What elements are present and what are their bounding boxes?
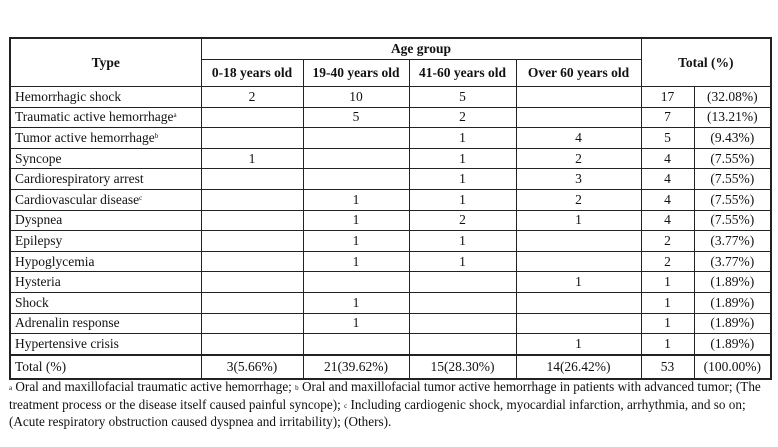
age-count: [516, 251, 641, 272]
age-count: [201, 107, 303, 128]
age-count: [516, 231, 641, 252]
type-label: Adrenalin response: [15, 315, 120, 331]
data-table: [9, 37, 772, 380]
footnote-mark: b: [154, 131, 159, 140]
age-count: 1: [409, 251, 516, 272]
age-count: 1: [516, 334, 641, 355]
table-row: [10, 272, 771, 293]
total-percent: (7.55%): [694, 210, 771, 231]
age-count: 1: [409, 189, 516, 210]
total-count: 1: [641, 272, 694, 293]
age-total: 21(39.62%): [303, 355, 409, 379]
total-count: 53: [641, 355, 694, 379]
age-count: 3: [516, 169, 641, 190]
header-type: Type: [10, 38, 201, 87]
age-count: [201, 210, 303, 231]
type-label: Hemorrhagic shock: [15, 88, 122, 104]
table-row: [10, 210, 771, 231]
age-count: 10: [303, 87, 409, 108]
age-count: 1: [201, 148, 303, 169]
age-count: [201, 128, 303, 149]
total-count: 17: [641, 87, 694, 108]
age-count: [303, 148, 409, 169]
age-count: 2: [516, 148, 641, 169]
total-percent: (100.00%): [694, 355, 771, 379]
table-row: [10, 231, 771, 252]
total-count: 7: [641, 107, 694, 128]
row-type: [10, 169, 201, 190]
total-percent: (7.55%): [694, 148, 771, 169]
age-count: 1: [409, 169, 516, 190]
footnote-mark: a: [173, 111, 177, 120]
footnote-b: Oral and maxillofacial tumor active hemorrhage in patients with advanced tumor; (The treatment process or the disease itself caused painful syncope);: [9, 379, 761, 412]
age-count: [409, 272, 516, 293]
total-percent: (1.89%): [694, 334, 771, 355]
row-type: [10, 107, 201, 128]
age-count: [201, 251, 303, 272]
age-count: [516, 313, 641, 334]
table-row: [10, 313, 771, 334]
table-row: [10, 169, 771, 190]
row-type: [10, 334, 201, 355]
age-count: 2: [409, 210, 516, 231]
age-count: [303, 169, 409, 190]
table-row: [10, 251, 771, 272]
header-age: 0-18 years old: [201, 60, 303, 87]
age-count: [201, 169, 303, 190]
row-type: Total (%): [10, 355, 201, 379]
total-percent: (1.89%): [694, 272, 771, 293]
total-percent: (1.89%): [694, 292, 771, 313]
total-percent: (7.55%): [694, 169, 771, 190]
age-count: [201, 231, 303, 252]
age-count: [303, 272, 409, 293]
type-label: Hypertensive crisis: [15, 335, 119, 351]
age-total: 15(28.30%): [409, 355, 516, 379]
age-count: 1: [516, 210, 641, 231]
total-count: 4: [641, 148, 694, 169]
age-count: [409, 292, 516, 313]
age-count: [516, 107, 641, 128]
age-count: 1: [303, 210, 409, 231]
footnote-a: Oral and maxillofacial traumatic active hemorrhage;: [12, 379, 296, 394]
age-count: 1: [303, 231, 409, 252]
row-type: [10, 87, 201, 108]
total-count: 4: [641, 210, 694, 231]
header-total: Total (%): [641, 38, 771, 87]
table-row: [10, 107, 771, 128]
type-label: Shock: [15, 294, 49, 310]
total-count: 2: [641, 231, 694, 252]
age-count: 1: [303, 313, 409, 334]
type-label: Tumor active hemorrhage: [15, 129, 155, 145]
footnote: [9, 378, 774, 431]
table-row: [10, 189, 771, 210]
type-label: Traumatic active hemorrhage: [15, 109, 174, 125]
total-count: 5: [641, 128, 694, 149]
age-count: 1: [516, 272, 641, 293]
total-percent: (1.89%): [694, 313, 771, 334]
age-count: 1: [409, 148, 516, 169]
total-count: 1: [641, 313, 694, 334]
type-label: Epilepsy: [15, 232, 63, 248]
age-count: 5: [303, 107, 409, 128]
age-count: [516, 87, 641, 108]
age-count: [409, 313, 516, 334]
age-count: 1: [303, 189, 409, 210]
row-type: [10, 313, 201, 334]
age-count: 1: [303, 251, 409, 272]
row-type: [10, 272, 201, 293]
row-type: [10, 128, 201, 149]
table-row: [10, 128, 771, 149]
age-count: 2: [516, 189, 641, 210]
row-type: [10, 251, 201, 272]
age-count: [409, 334, 516, 355]
row-type: [10, 189, 201, 210]
row-type: [10, 231, 201, 252]
age-count: 1: [409, 231, 516, 252]
age-count: [201, 189, 303, 210]
age-count: [201, 334, 303, 355]
total-percent: (3.77%): [694, 251, 771, 272]
footnote-mark: c: [139, 193, 143, 202]
total-row: [10, 355, 771, 379]
total-count: 1: [641, 292, 694, 313]
row-type: [10, 210, 201, 231]
footnote-mark: c: [344, 401, 348, 410]
age-count: 2: [409, 107, 516, 128]
total-percent: (32.08%): [694, 87, 771, 108]
age-count: [303, 334, 409, 355]
header-age: Over 60 years old: [516, 60, 641, 87]
age-count: [303, 128, 409, 149]
row-type: [10, 148, 201, 169]
table-row: [10, 292, 771, 313]
age-count: 1: [409, 128, 516, 149]
footnote-mark: a: [9, 384, 13, 392]
total-percent: (7.55%): [694, 189, 771, 210]
age-total: 3(5.66%): [201, 355, 303, 379]
total-percent: (13.21%): [694, 107, 771, 128]
type-label: Cardiovascular disease: [15, 191, 140, 207]
age-count: 1: [303, 292, 409, 313]
header-age: 19-40 years old: [303, 60, 409, 87]
age-count: [516, 292, 641, 313]
type-label: Dyspnea: [15, 212, 63, 228]
row-type: [10, 292, 201, 313]
age-count: [201, 313, 303, 334]
table-row: [10, 148, 771, 169]
type-label: Hysteria: [15, 274, 61, 290]
age-count: [201, 292, 303, 313]
table-row: [10, 87, 771, 108]
age-count: [201, 272, 303, 293]
type-label: Cardiorespiratory arrest: [15, 171, 144, 187]
total-count: 1: [641, 334, 694, 355]
age-count: 5: [409, 87, 516, 108]
total-count: 2: [641, 251, 694, 272]
total-percent: (9.43%): [694, 128, 771, 149]
footnote-c: Including cardiogenic shock, myocardial infarction, arrhythmia, and so on; (Acute respiratory obstruction caused dyspnea and irritability); (Others).: [9, 396, 746, 429]
total-percent: (3.77%): [694, 231, 771, 252]
type-label: Hypoglycemia: [15, 253, 95, 269]
header-age: 41-60 years old: [409, 60, 516, 87]
age-count: 2: [201, 87, 303, 108]
header-age-group: Age group: [201, 38, 641, 60]
age-count: 4: [516, 128, 641, 149]
type-label: Syncope: [15, 150, 62, 166]
footnote-mark: b: [295, 384, 299, 392]
age-total: 14(26.42%): [516, 355, 641, 379]
total-count: 4: [641, 189, 694, 210]
total-count: 4: [641, 169, 694, 190]
table-row: [10, 334, 771, 355]
